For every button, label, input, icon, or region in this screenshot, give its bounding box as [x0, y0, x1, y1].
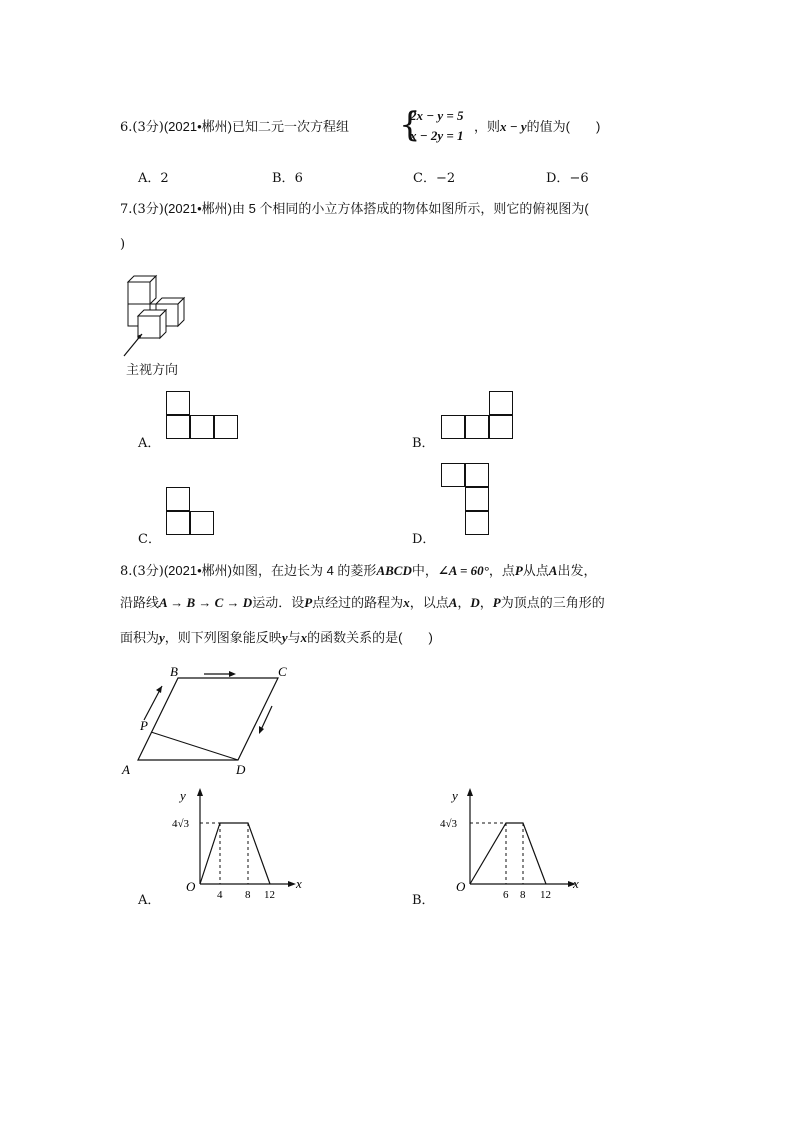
q6-system-brace: { — [399, 105, 421, 145]
q8-line2-a: 沿路线 — [120, 595, 160, 610]
view-cell — [214, 415, 238, 439]
q8-line1-a: 如图，在边长为 4 的菱形 — [231, 563, 377, 578]
q8-option-b-graph — [436, 788, 579, 901]
label-c: C — [278, 664, 287, 679]
x-tick-3: 12 — [540, 889, 551, 901]
q8-line3-c: 与 — [287, 630, 301, 645]
x-tick-1: 4 — [217, 889, 223, 901]
graph-line — [470, 823, 546, 884]
x-label: x — [296, 876, 302, 891]
q7-cube-figure — [116, 270, 196, 360]
q8-option-b-label[interactable]: B． — [412, 893, 435, 908]
q7-option-d-view — [441, 463, 491, 537]
q8-line3-a: 面积为 — [120, 630, 160, 645]
x-tick-1: 6 — [503, 889, 509, 901]
q6-option-b[interactable] — [272, 167, 303, 186]
q7-score: (3分) — [132, 202, 164, 217]
q8-line2-e: 为顶点的三角形的 — [500, 595, 605, 610]
q8-var-y-2: y — [281, 630, 288, 645]
q6-stem-rest — [474, 119, 600, 136]
view-cell — [441, 415, 465, 439]
q8-option-a-graph — [166, 788, 306, 901]
q8-var-x: x — [403, 595, 410, 610]
q8-line2-b: 运动．设 — [252, 595, 305, 610]
q8-line3-b: ，则下列图象能反映 — [164, 630, 282, 645]
view-cell — [166, 487, 190, 511]
view-cell — [441, 463, 465, 487]
q8-var-y: y — [159, 630, 165, 645]
arrowhead-bc — [229, 671, 236, 677]
x-label: x — [573, 876, 579, 891]
q8-line3-d: 的函数关系的是( ) — [307, 630, 433, 645]
q6-option-c-label: C． — [413, 171, 436, 186]
q8-point-p-2: P — [304, 595, 313, 610]
label-p: P — [140, 718, 148, 733]
q8-score: (3分) — [132, 564, 164, 579]
view-cell — [166, 511, 190, 535]
q6-option-d-label: D． — [546, 171, 570, 186]
y-tick-label: 4√3 — [172, 818, 190, 830]
x-tick-2: 8 — [520, 889, 526, 901]
y-label: y — [180, 788, 186, 803]
q6-source: (2021•郴州) — [163, 119, 232, 134]
q7-source: (2021•郴州) — [163, 201, 232, 216]
q7-number: 7. — [120, 202, 133, 217]
view-cell — [166, 415, 190, 439]
origin-label: O — [186, 879, 196, 894]
segment-pd — [151, 732, 238, 760]
view-cell — [489, 391, 513, 415]
graph-line — [200, 823, 270, 884]
x-tick-3: 12 — [264, 889, 275, 901]
q7-option-b-view — [441, 391, 516, 441]
q8-line2-d: ，以点 — [409, 595, 449, 610]
origin-label: O — [456, 879, 466, 894]
q8-point-a: A — [548, 563, 558, 578]
q8-point-d: D — [470, 595, 480, 610]
label-d: D — [236, 762, 246, 777]
q8-line1-b: 中， — [411, 563, 438, 578]
q6-stem-mid: ，则 — [474, 119, 501, 134]
q6-option-c-value: −2 — [435, 171, 456, 186]
q8-var-x-2: x — [300, 630, 308, 645]
q7-figure-caption: 主视方向 — [126, 362, 179, 377]
q6-option-c[interactable] — [413, 167, 455, 186]
q8-point-p: P — [514, 563, 523, 578]
q8-line1-d: 从点 — [522, 563, 549, 578]
view-cell — [489, 415, 513, 439]
label-b: B — [170, 664, 178, 679]
x-tick-2: 8 — [245, 889, 251, 901]
cube-front-back-top — [128, 282, 150, 304]
q6-option-b-value: 6 — [294, 171, 303, 186]
q7-stem-line2: ) — [120, 237, 126, 252]
q6-option-d-value: −6 — [569, 171, 589, 186]
q6-option-a-label: A． — [138, 171, 161, 186]
q8-shape: ABCD — [376, 563, 412, 578]
view-cell — [465, 415, 489, 439]
view-cell — [465, 463, 489, 487]
q8-line1-e: 出发， — [557, 563, 597, 578]
y-tick-label: 4√3 — [440, 818, 458, 830]
q8-number: 8. — [120, 564, 133, 579]
view-cell — [166, 391, 190, 415]
q6-score: (3分) — [132, 120, 164, 135]
q6-equation-1: 2x − y = 5 — [410, 108, 464, 123]
label-a: A — [122, 762, 130, 777]
q7-option-d-label[interactable]: D． — [412, 532, 436, 547]
view-cell — [465, 511, 489, 535]
q8-line-3 — [120, 630, 433, 647]
view-cell — [190, 415, 214, 439]
q8-line-2: 沿路线A → B → C → D运动．设P点经过的路程为x，以点A，D，P为顶点的三角形的 — [120, 595, 605, 610]
q6-stem-before: 已知二元一次方程组 — [231, 119, 349, 134]
q8-route: A → B → C → D — [159, 595, 253, 610]
q8-source: (2021•郴州) — [163, 563, 232, 578]
q8-angle: ∠A = 60° — [437, 563, 489, 578]
view-cell — [190, 511, 214, 535]
q8-line1-c: ，点 — [488, 563, 515, 578]
q7-option-a-label[interactable]: A． — [138, 436, 161, 451]
q8-point-a-2: A — [448, 595, 458, 610]
x-axis-arrow — [288, 881, 296, 887]
arrowhead-cd — [259, 726, 264, 734]
y-axis-arrow — [197, 788, 203, 796]
q6-equation-2: x − 2y = 1 — [410, 128, 464, 143]
q8-option-a-label[interactable]: A． — [138, 893, 161, 908]
q6-expression: x − y — [500, 119, 527, 134]
y-label: y — [452, 788, 458, 803]
q7-option-a-view — [166, 391, 241, 441]
q7-stem — [120, 201, 589, 218]
q6-option-b-label: B． — [272, 171, 295, 186]
q8-line-1 — [120, 563, 596, 580]
q6-stem — [120, 119, 349, 136]
view-cell — [465, 487, 489, 511]
q6-option-a[interactable] — [138, 167, 169, 186]
q6-option-d[interactable] — [546, 167, 589, 186]
q6-number: 6. — [120, 120, 133, 135]
q7-option-b-label[interactable]: B． — [412, 436, 435, 451]
q7-option-c-view — [166, 487, 216, 537]
q8-line2-c: 点经过的路程为 — [312, 595, 404, 610]
y-axis-arrow — [467, 788, 473, 796]
q7-stem-text: 由 5 个相同的小立方体搭成的物体如图所示，则它的俯视图为( — [231, 201, 589, 216]
q7-option-c-label[interactable]: C． — [138, 532, 161, 547]
q6-option-a-value: 2 — [160, 171, 169, 186]
q8-point-p-3: P — [492, 595, 501, 610]
q8-rhombus-figure — [118, 662, 308, 782]
q6-stem-after: 的值为( ) — [526, 119, 601, 134]
